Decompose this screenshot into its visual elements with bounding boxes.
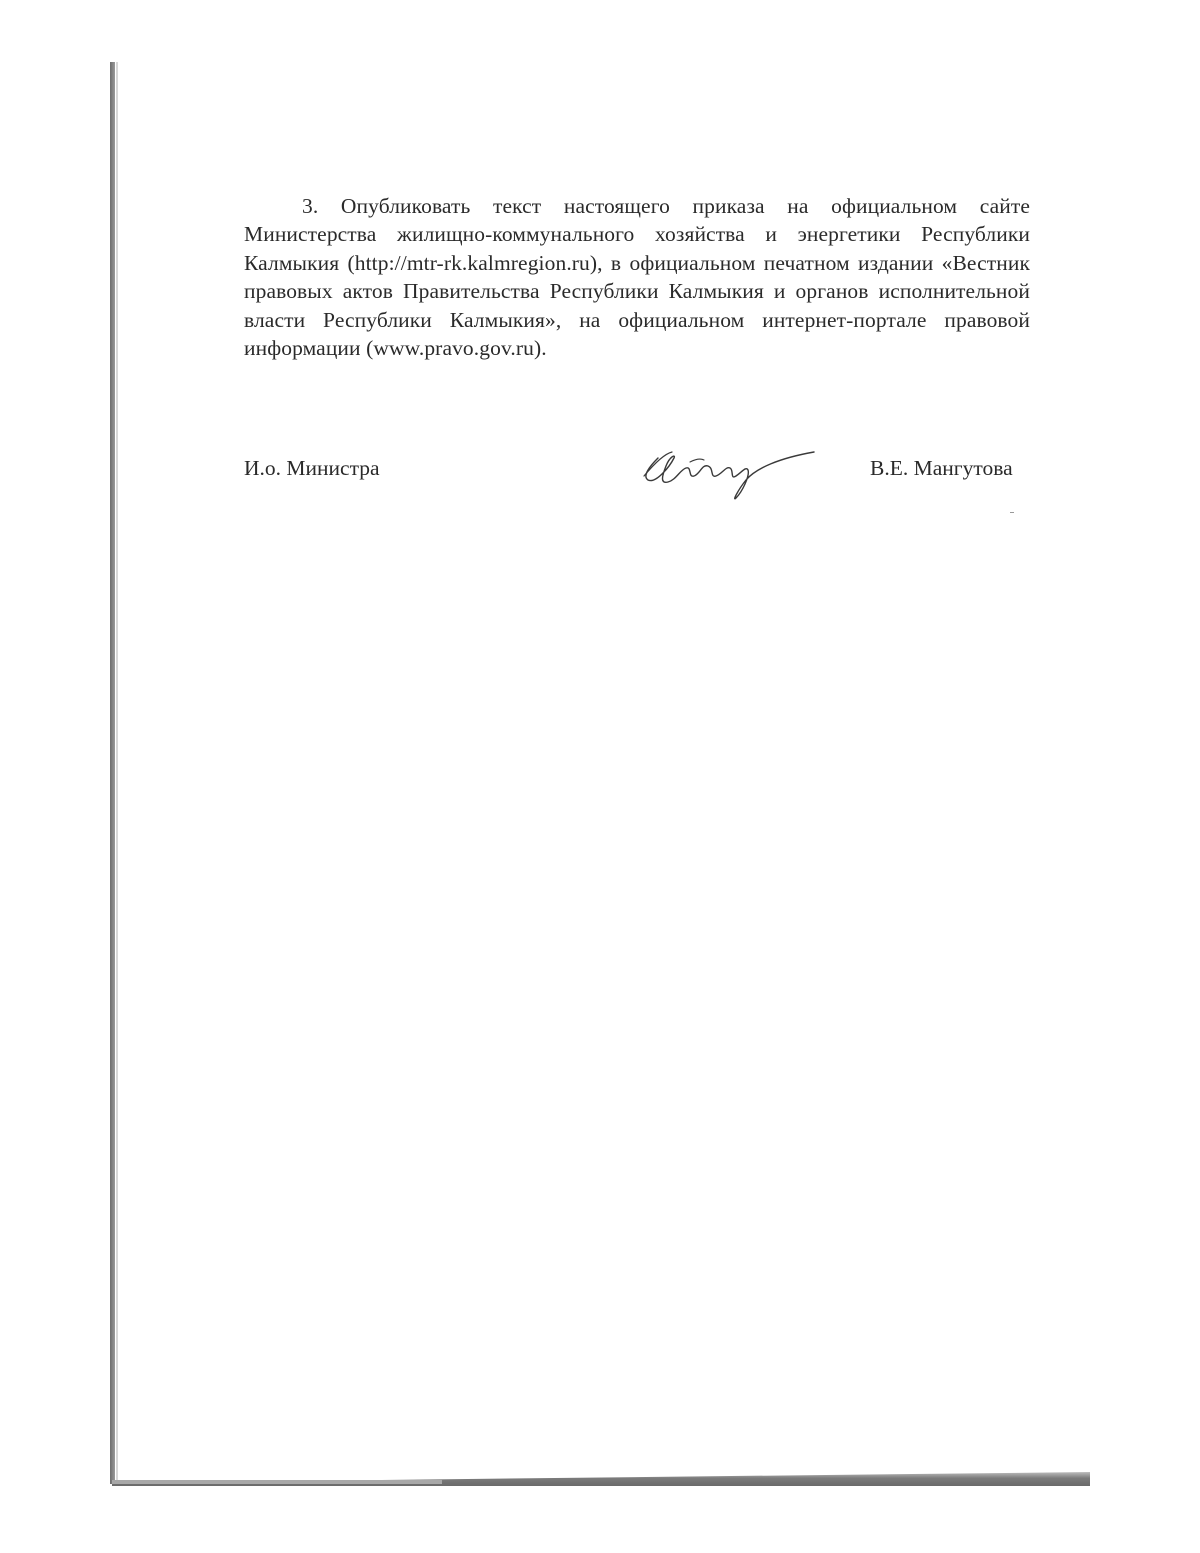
scan-edge-left <box>110 62 115 1484</box>
scan-edge-bottom-light <box>112 1480 442 1484</box>
scan-edge-left-shadow <box>116 62 118 1484</box>
paragraph-3: 3. Опубликовать текст настоящего приказа на официальном сайте Министерства жилищно-коммунального хозяйства и энергетики Республики Калмыкия (http://mtr-rk.kalmregion.ru), в официальном печатном издании «Вестник правовых актов Правительства Республики Калмыкия и органов исполнительной власти Республики Калмыкия», на официальном интернет-портале правовой информации (www.pravo.gov.ru). <box>244 193 1030 361</box>
signatory-title: И.о. Министра <box>244 456 380 480</box>
signature-image <box>630 436 830 506</box>
scan-speck <box>1010 512 1014 513</box>
signatory-name: В.Е. Мангутова <box>870 456 1013 480</box>
